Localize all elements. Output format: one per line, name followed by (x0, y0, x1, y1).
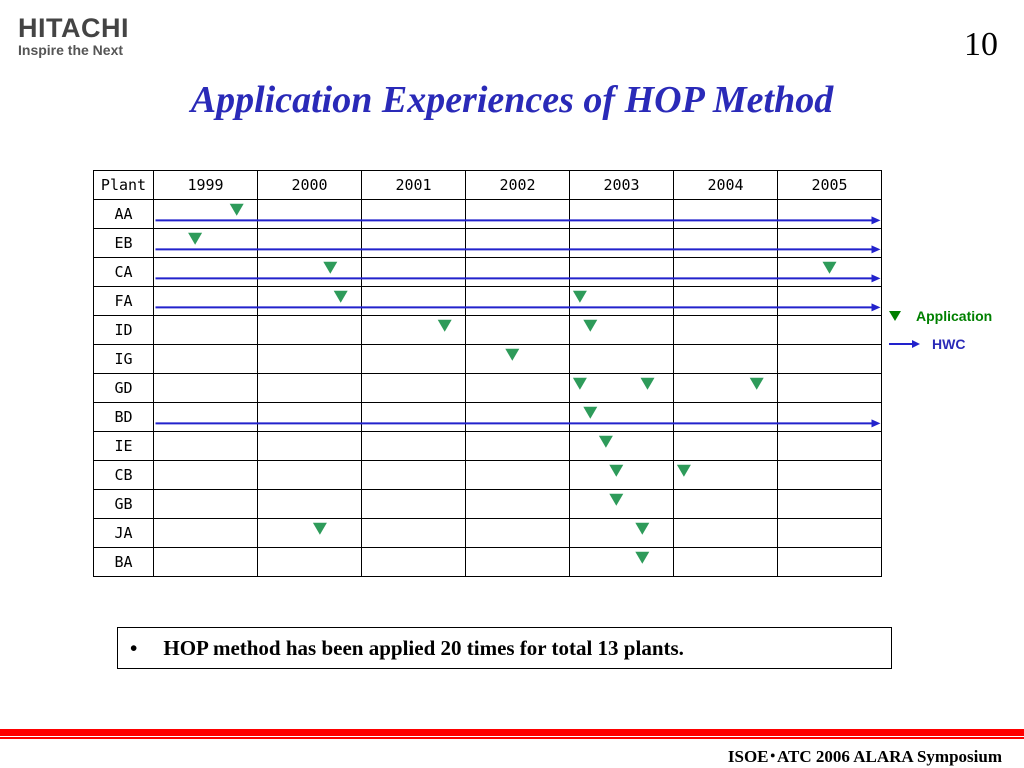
application-marker (609, 494, 623, 506)
hwc-arrowhead (872, 216, 881, 224)
header-year: 2004 (674, 171, 778, 200)
plant-name: IG (94, 345, 154, 374)
logo-tagline: Inspire the Next (18, 42, 124, 58)
application-marker (635, 523, 649, 535)
summary-note (117, 627, 892, 669)
plant-name: JA (94, 519, 154, 548)
plant-name: BA (94, 548, 154, 577)
header-year: 2003 (570, 171, 674, 200)
plant-name: ID (94, 316, 154, 345)
application-marker (505, 349, 519, 361)
application-marker (677, 465, 691, 477)
plant-name: AA (94, 200, 154, 229)
page-number: 10 (964, 26, 998, 63)
legend-application (888, 308, 992, 324)
plant-name: CB (94, 461, 154, 490)
application-marker (188, 233, 202, 245)
application-marker (823, 262, 837, 274)
header-year: 2005 (778, 171, 882, 200)
plant-name: GB (94, 490, 154, 519)
application-marker (635, 552, 649, 564)
application-marker (573, 291, 587, 303)
application-marker (583, 407, 597, 419)
application-marker (599, 436, 613, 448)
application-marker (438, 320, 452, 332)
application-marker (230, 204, 244, 216)
application-triangle-icon (888, 310, 902, 322)
plant-name: IE (94, 432, 154, 461)
application-marker (573, 378, 587, 390)
footer-red-bar (0, 729, 1024, 736)
timeline-overlay (93, 170, 892, 579)
hwc-arrowhead (872, 303, 881, 311)
application-marker (323, 262, 337, 274)
hop-timeline-table (93, 170, 882, 577)
header-year: 2002 (466, 171, 570, 200)
plant-name: EB (94, 229, 154, 258)
legend (888, 308, 992, 352)
application-marker (609, 465, 623, 477)
application-marker (313, 523, 327, 535)
application-marker (334, 291, 348, 303)
legend-application-label: Application (916, 308, 993, 324)
header-year: 1999 (154, 171, 258, 200)
application-marker (583, 320, 597, 332)
application-marker (750, 378, 764, 390)
hwc-arrowhead (872, 274, 881, 282)
hwc-arrowhead (872, 419, 881, 427)
plant-name: CA (94, 258, 154, 287)
hwc-arrowhead (872, 245, 881, 253)
hwc-arrow-icon (888, 339, 922, 349)
footer-red-line (0, 737, 1024, 739)
hitachi-logo (18, 14, 129, 58)
header-year: 2001 (362, 171, 466, 200)
legend-hwc-label: HWC (932, 336, 966, 352)
logo-wordmark: HITACHI (18, 13, 129, 43)
header-plant: Plant (94, 171, 154, 200)
footer-text: ISOE･ATC 2006 ALARA Symposium (727, 747, 1002, 766)
bullet-icon: • (130, 635, 138, 660)
page-title: Application Experiences of HOP Method (190, 79, 834, 121)
application-marker (641, 378, 655, 390)
header-year: 2000 (258, 171, 362, 200)
plant-name: BD (94, 403, 154, 432)
summary-text: HOP method has been applied 20 times for total 13 plants. (163, 635, 684, 660)
plant-name: GD (94, 374, 154, 403)
legend-hwc (888, 336, 992, 352)
plant-name: FA (94, 287, 154, 316)
